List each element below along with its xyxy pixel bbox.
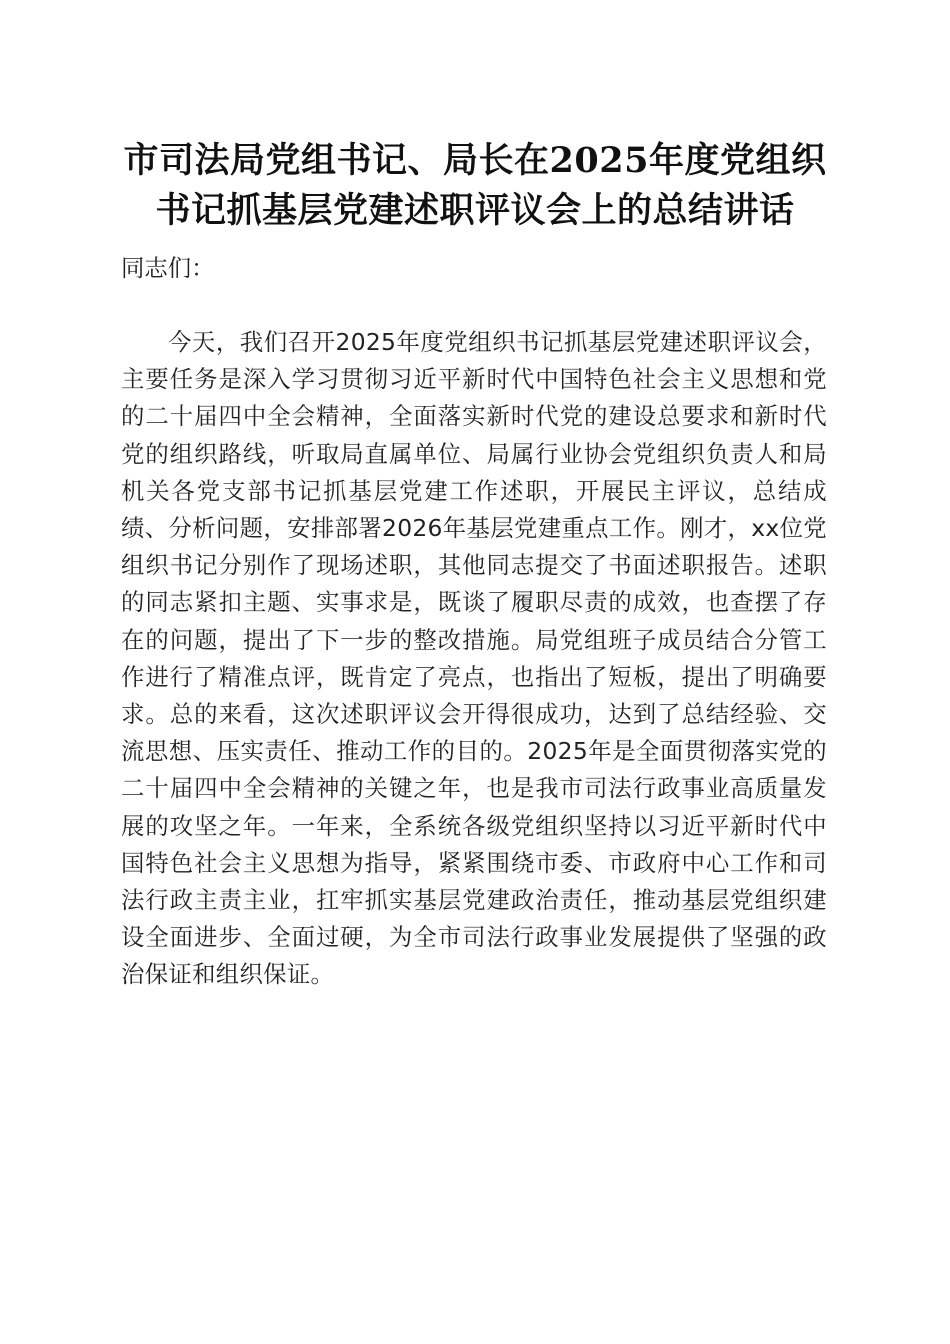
document-title (110, 136, 840, 236)
body-paragraph: 今天，我们召开2025年度党组织书记抓基层党建述职评议会，主要任务是深入学习贯彻习近平新时代中国特色社会主义思想和党的二十届四中全会精神，全面落实新时代党的建设总要求和新时代党的组织路线，听取局直属单位、局属行业协会党组织负责人和局机关各党支部书记抓基层党建工作述职，开展民主评议，总结成绩、分析问题，安排部署2026年基层党建重点工作。刚才，xx位党组织书记分别作了现场述职，其他同志提交了书面述职报告。述职的同志紧扣主题、实事求是，既谈了履职尽责的成效，也查摆了存在的问题，提出了下一步的整改措施。局党组班子成员结合分管工作进行了精准点评，既肯定了亮点，也指出了短板，提出了明确要求。总的来看，这次述职评议会开得很成功，达到了总结经验、交流思想、压实责任、推动工作的目的。2025年是全面贯彻落实党的二十届四中全会精神的关键之年，也是我市司法行政事业高质量发展的攻坚之年。一年来，全系统各级党组织坚持以习近平新时代中国特色社会主义思想为指导，紧紧围绕市委、市政府中心工作和司法行政主责主业，扛牢抓实基层党建政治责任，推动基层党组织建设全面进步、全面过硬，为全市司法行政事业发展提供了坚强的政治保证和组织保证。 (121, 328, 827, 989)
title-line-2: 书记抓基层党建述职评议会上的总结讲话 (155, 190, 795, 231)
salutation: 同志们： (121, 254, 215, 282)
title-line-1: 市司法局党组书记、局长在2025年度党组织 (123, 140, 827, 181)
